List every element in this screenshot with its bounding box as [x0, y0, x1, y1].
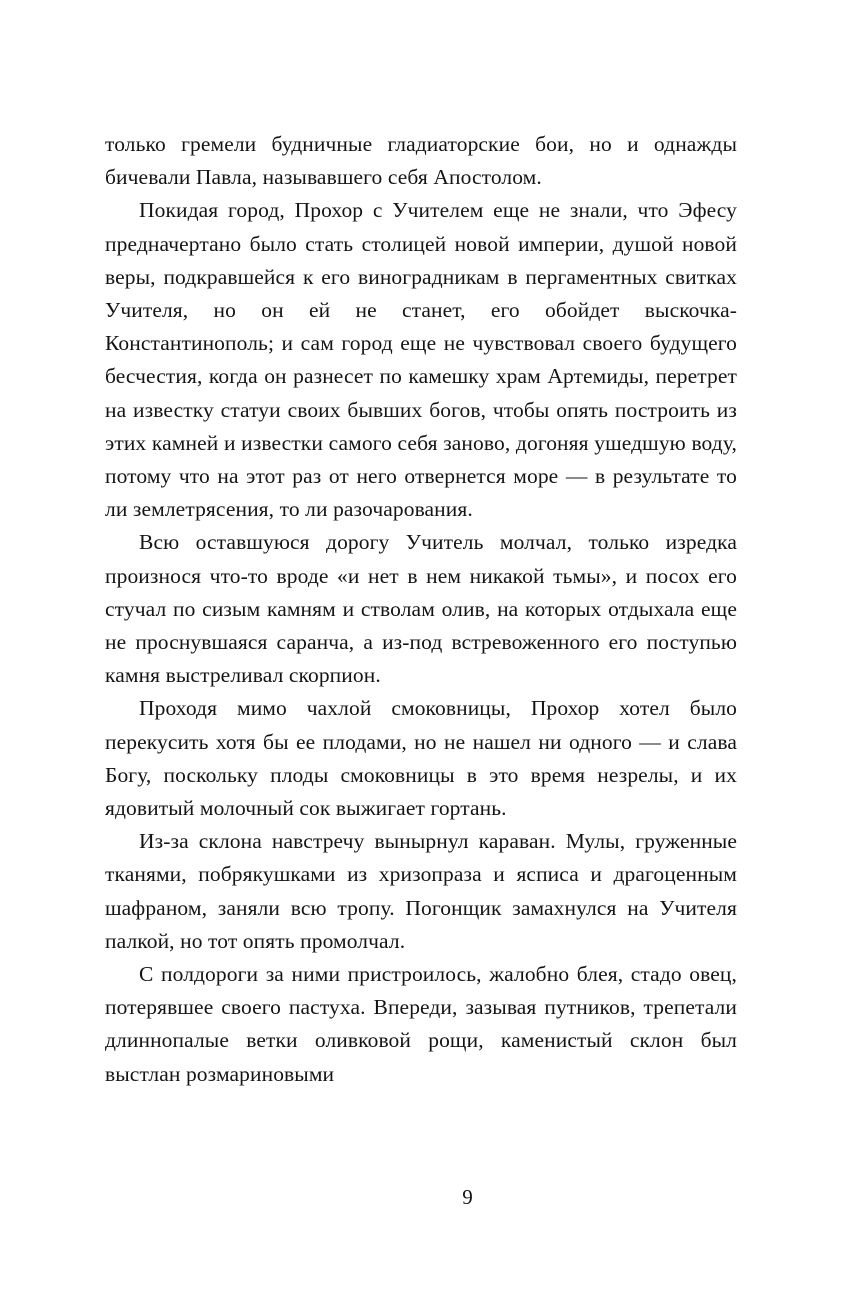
paragraph: Всю оставшуюся дорогу Учитель молчал, только изредка произнося что-то вроде «и нет в нем никакой тьмы», и посох его стучал по сизым камням и стволам олив, на которых отдыхала еще не проснувшаяся саранча, а из-под встревоженного его поступью камня выстреливал скорпион. — [105, 530, 737, 688]
page-text-body — [105, 128, 737, 1091]
paragraph: Проходя мимо чахлой смоковницы, Прохор хотел было перекусить хотя бы ее плодами, но не нашел ни одного — и слава Богу, поскольку плоды смоковницы в это время незрелы, и их ядовитый молочный сок выжигает гортань. — [105, 696, 737, 821]
paragraph: Покидая город, Прохор с Учителем еще не знали, что Эфесу предначертано было стать столицей новой империи, душой новой веры, подкравшейся к его виноградникам в пергаментных свитках Учителя, но он ей не станет, его обойдет выскочка-Константинополь; и сам город еще не чувствовал своего будущего бесчестия, когда он разнесет по камешку храм Артемиды, перетрет на известку статуи своих бывших богов, чтобы опять построить из этих камней и известки самого себя заново, догоняя ушедшую воду, потому что на этот раз от него отвернется море — в результате то ли землетрясения, то ли разочарования. — [105, 198, 737, 522]
paragraph: только гремели будничные гладиаторские бои, но и однажды бичевали Павла, называвшего себя Апостолом. — [105, 132, 737, 190]
paragraph: С полдороги за ними пристроилось, жалобно блея, стадо овец, потерявшее своего пастуха. Впереди, зазывая путников, трепетали длиннопалые ветки оливковой рощи, каменистый склон был выстлан розмариновыми — [105, 962, 737, 1086]
page-number: 9 — [462, 1185, 473, 1209]
paragraph: Из-за склона навстречу вынырнул караван. Мулы, груженные тканями, побрякушками из хризопраза и ясписа и драгоценным шафраном, заняли всю тропу. Погонщик замахнулся на Учителя палкой, но тот опять промолчал. — [105, 829, 737, 953]
